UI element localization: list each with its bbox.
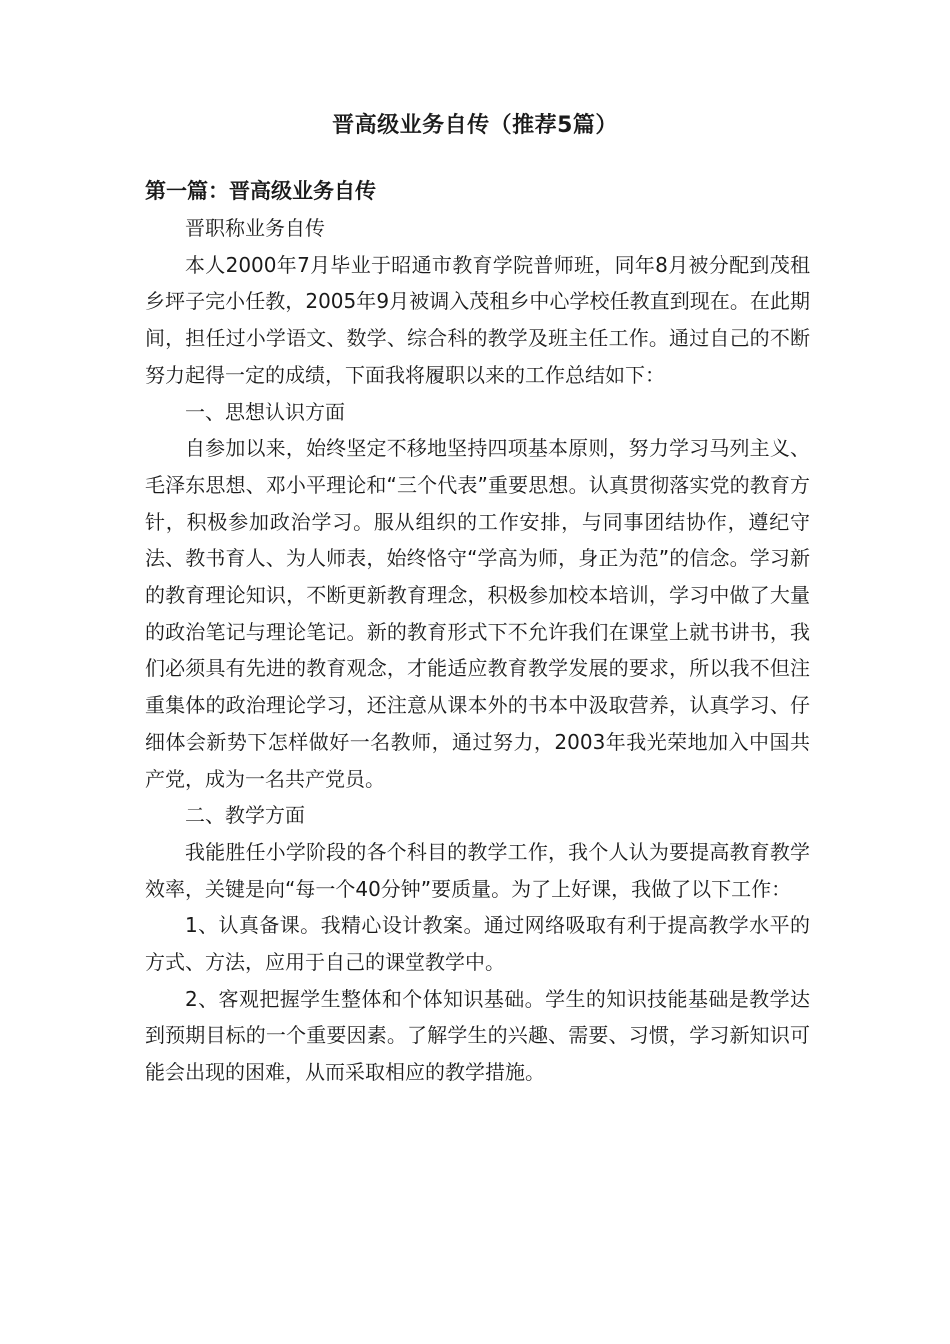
document-title: 晋高级业务自传（推荐5篇） [332, 113, 618, 138]
paragraph: 1、认真备课。我精心设计教案。通过网络吸取有利于提高教学水平的方式、方法，应用于自己的课堂教学中。 [145, 913, 810, 975]
paragraph: 自参加以来，始终坚定不移地坚持四项基本原则，努力学习马列主义、毛泽东思想、邓小平理论和“三个代表”重要思想。认真贯彻落实党的教育方针，积极参加政治学习。服从组织的工作安排，与同事团结协作，遵纪守法、教书育人、为人师表，始终恪守“学高为师，身正为范”的信念。学习新的教育理论知识，不断更新教育理念，积极参加校本培训，学习中做了大量的政治笔记与理论笔记。新的教育形式下不允许我们在课堂上就书讲书，我们必须具有先进的教育观念，才能适应教育教学发展的要求，所以我不但注重集体的政治理论学习，还注意从课本外的书本中汲取营养，认真学习、仔细体会新势下怎样做好一名教师，通过努力，2003年我光荣地加入中国共产党，成为一名共产党员。 [145, 436, 810, 791]
paragraph: 本人2000年7月毕业于昭通市教育学院普师班，同年8月被分配到茂租乡坪子完小任教，2005年9月被调入茂租乡中心学校任教直到现在。在此期间，担任过小学语文、数学、综合科的教学及班主任工作。通过自己的不断努力起得一定的成绩，下面我将履职以来的工作总结如下： [145, 252, 810, 387]
section-heading: 第一篇：晋高级业务自传 [145, 179, 376, 203]
subheading-teaching: 二、教学方面 [185, 803, 305, 828]
subheading-thought: 一、思想认识方面 [185, 399, 345, 424]
paragraph-subtitle: 晋职称业务自传 [185, 216, 325, 240]
document-body [145, 210, 810, 1091]
paragraph: 我能胜任小学阶段的各个科目的教学工作，我个人认为要提高教育教学效率，关键是向“每一个40分钟”要质量。为了上好课，我做了以下工作： [145, 839, 810, 901]
paragraph: 2、客观把握学生整体和个体知识基础。学生的知识技能基础是教学达到预期目标的一个重要因素。了解学生的兴趣、需要、习惯，学习新知识可能会出现的困难，从而采取相应的教学措施。 [145, 986, 810, 1085]
